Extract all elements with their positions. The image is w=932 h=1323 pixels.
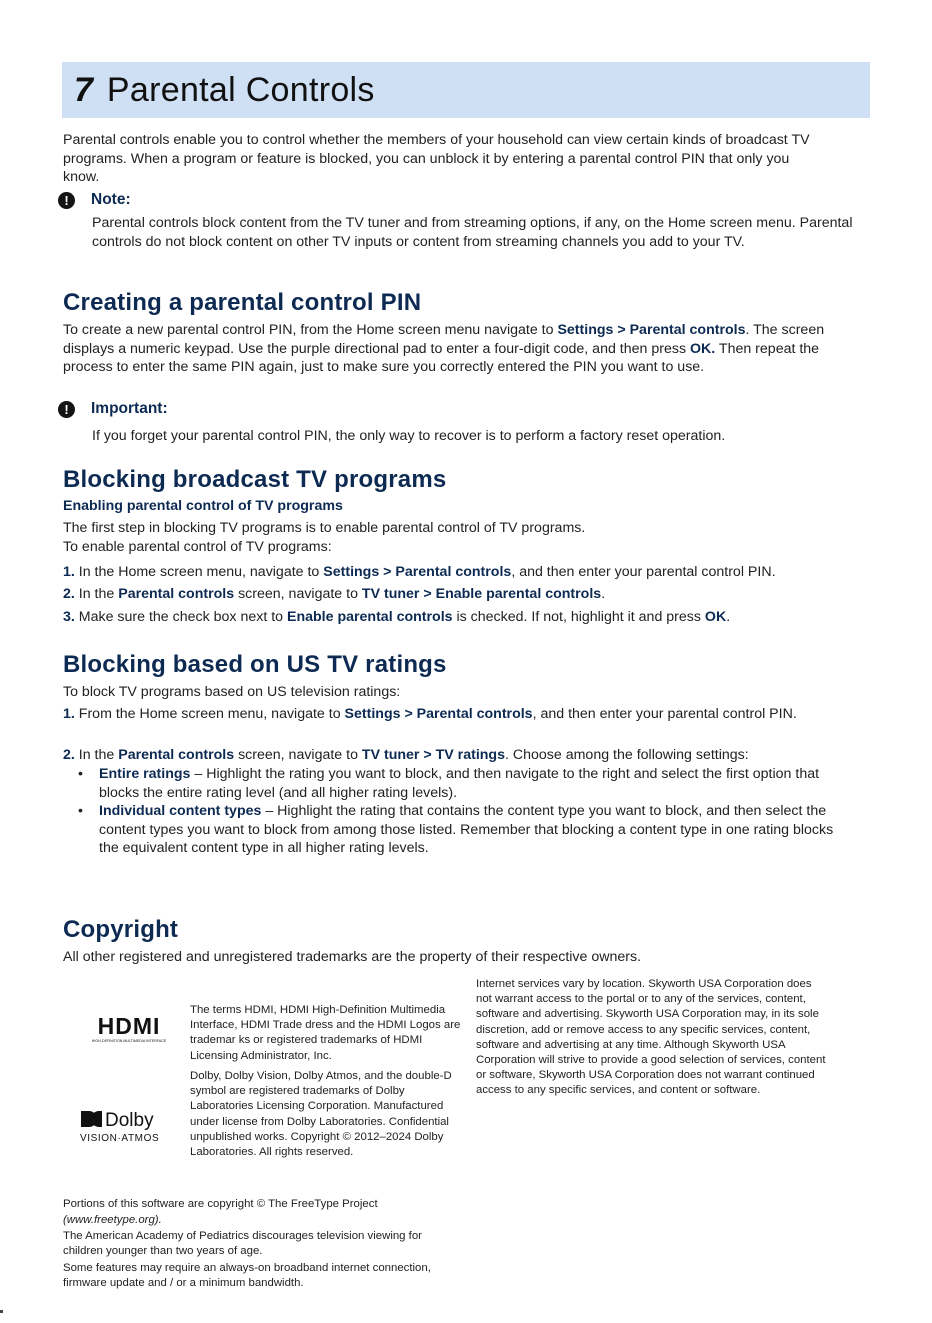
ratings-step-1: 1. From the Home screen menu, navigate to Settings > Parental controls, and then enter your parental control PIN. — [63, 706, 797, 722]
chapter-header — [62, 62, 870, 118]
broadcast-step-3: 3. Make sure the check box next to Enable parental controls is checked. If not, highlight it and press OK. — [63, 609, 731, 625]
bullet-entire-ratings: • Entire ratings – Highlight the rating you want to block, and then navigate to the right and select the first option that blocks the entire rating level (and all higher rating levels). — [78, 766, 820, 801]
svg-text:VISION·ATMOS: VISION·ATMOS — [80, 1133, 160, 1144]
ratings-step-2: 2. In the Parental controls screen, navigate to TV tuner > TV ratings. Choose among the following settings: — [63, 747, 749, 763]
note-text: Parental controls block content from the TV tuner and from streaming options, if any, on the Home screen menu. Parental controls do not block content on other TV inputs or content from streaming channels you add to your TV. — [92, 215, 853, 250]
svg-text:HIGH-DEFINITION MULTIMEDIA INT: HIGH-DEFINITION MULTIMEDIA INTERFACE — [91, 1039, 167, 1043]
broadcast-subheading: Enabling parental control of TV programs — [63, 498, 343, 514]
copyright-line: All other registered and unregistered trademarks are the property of their respective owners. — [63, 949, 642, 965]
hdmi-logo — [79, 1014, 179, 1044]
page-edge-mark — [0, 1310, 3, 1313]
exclamation-icon: ! — [58, 401, 75, 418]
broadcast-step-2: 2. In the Parental controls screen, navigate to TV tuner > Enable parental controls. — [63, 586, 606, 602]
bullet-individual-content: • Individual content types – Highlight the rating that contains the content type you want to block, and then select the content types you want to block from among those listed. Remember that blocking a content type in one rating blocks the equivalent content type in all higher rating levels. — [78, 803, 834, 857]
intro-paragraph: Parental controls enable you to control whether the members of your household can view certain kinds of broadcast TV programs. When a program or feature is blocked, you can unblock it by entering a parental control PIN that only you know. — [63, 132, 810, 186]
hdmi-trademark-text: The terms HDMI, HDMI High-Definition Multimedia Interface, HDMI Trade dress and the HDMI Logos are trademar ks or registered trademarks of HDMI Licensing Administrator, Inc. — [190, 1004, 461, 1062]
freetype-line: Portions of this software are copyright © The FreeType Project — [63, 1198, 378, 1210]
svg-text:HDMI: HDMI — [97, 1014, 161, 1039]
settings-path: Settings > Parental controls — [557, 322, 746, 338]
internet-services-text: Internet services vary by location. Skyworth USA Corporation does not warrant access to the portal or to any of the services, content, software and advertising. Skyworth USA Corporation may, in its sole discretion, add or remove access to any specific services, content, software and advertising at any time. Although Skyworth USA Corporation will strive to provide a good selection of services, content or software, Skyworth USA Corporation does not warrant continued access to any specific services, and content or software. — [476, 978, 826, 1097]
broadcast-line-1: The first step in blocking TV programs is to enable parental control of TV programs. — [63, 520, 586, 536]
dolby-trademark-text: Dolby, Dolby Vision, Dolby Atmos, and the double-D symbol are registered trademarks of Dolby Laboratories Licensing Corporation. Manufactured under license from Dolby Laboratories. Confidential unpublished works. Copyright © 2012–2024 Dolby Laboratories. All rights reserved. — [190, 1070, 452, 1159]
important-text: If you forget your parental control PIN, the only way to recover is to perform a factory reset operation. — [92, 428, 726, 444]
chapter-number: 7 — [74, 70, 93, 109]
ratings-line-1: To block TV programs based on US television ratings: — [63, 684, 401, 700]
ok-key: OK. — [689, 340, 716, 357]
pin-section-heading: Creating a parental control PIN — [63, 289, 422, 316]
svg-text:Dolby: Dolby — [105, 1110, 154, 1131]
broadcast-line-2: To enable parental control of TV programs: — [63, 539, 332, 555]
features-text: Some features may require an always-on broadband internet connection, firmware update and / or a minimum bandwidth. — [63, 1262, 431, 1290]
copyright-heading: Copyright — [63, 916, 179, 943]
important-callout — [58, 400, 168, 418]
chapter-title: Parental Controls — [106, 70, 375, 109]
broadcast-section-heading: Blocking broadcast TV programs — [63, 466, 447, 493]
dolby-logo — [79, 1104, 174, 1146]
ratings-section-heading: Blocking based on US TV ratings — [63, 651, 447, 678]
freetype-url: (www.freetype.org). — [63, 1214, 162, 1226]
note-callout — [58, 191, 131, 209]
broadcast-step-1: 1. In the Home screen menu, navigate to Settings > Parental controls, and then enter your parental control PIN. — [63, 564, 776, 580]
exclamation-icon: ! — [58, 192, 75, 209]
pin-paragraph: To create a new parental control PIN, from the Home screen menu navigate to Settings > Parental controls. The screen displays a numeric keypad. Use the purple directional pad to enter a four-digit code, and then press OK. Then repeat the process to enter the same PIN again, just to make sure you correctly entered the PIN you want to use. — [63, 322, 825, 376]
aap-text: The American Academy of Pediatrics discourages television viewing for children younger than two years of age. — [63, 1230, 422, 1258]
note-label: Note: — [91, 191, 131, 208]
important-label: Important: — [91, 400, 168, 417]
